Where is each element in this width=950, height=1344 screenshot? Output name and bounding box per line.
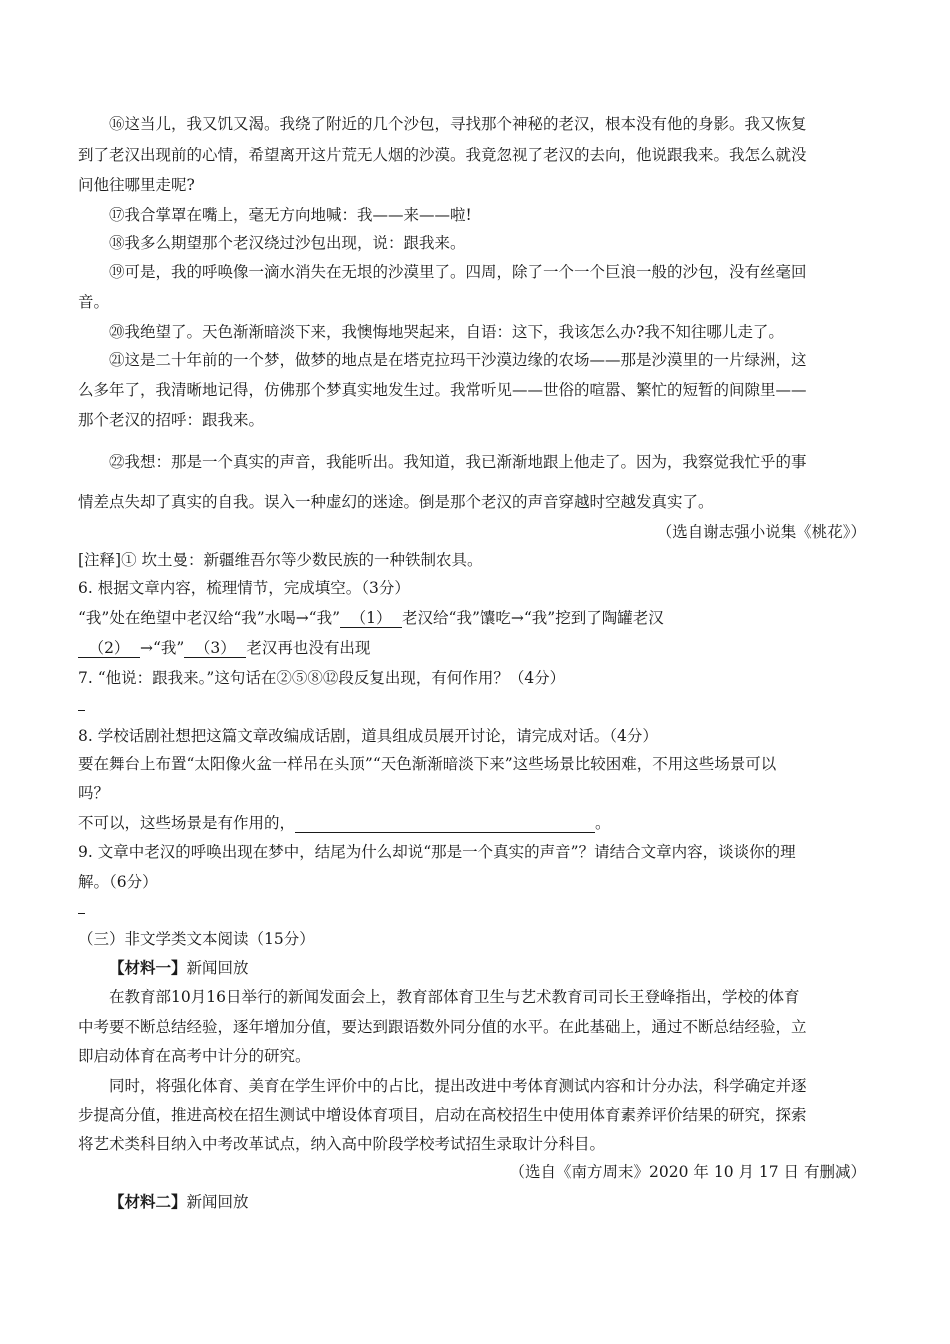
answer-suffix: 。: [595, 814, 611, 832]
paragraph-19-line: ⑲可是，我的呼唤像一滴水消失在无垠的沙漠里了。四周，除了一个一个巨浪一般的沙包，没有丝毫回: [109, 263, 807, 281]
question-9-line: 解。（6分）: [78, 873, 158, 891]
paragraph-16-line: 到了老汉出现前的心情，希望离开这片荒无人烟的沙漠。我竟忽视了老汉的去向，他说跟我来。我怎么就没: [78, 146, 807, 164]
paragraph-18: ⑱我多么期望那个老汉绕过沙包出现，说：跟我来。: [109, 234, 466, 252]
material-1-source: （选自《南方周末》2020 年 10 月 17 日 有删减）: [509, 1163, 866, 1181]
question-8-answer: [78, 813, 611, 833]
question-6-title: 6. 根据文章内容，梳理情节，完成填空。（3分）: [78, 579, 410, 597]
source-citation: （选自谢志强小说集《桃花》）: [656, 523, 866, 541]
material-1-line: 同时，将强化体育、美育在学生评价中的占比，提出改进中考体育测试内容和计分办法，科学确定并逐: [109, 1077, 807, 1095]
paragraph-16-line: 问他往哪里走呢?: [78, 176, 195, 194]
paragraph-20: ⑳我绝望了。天色渐渐暗淡下来，我懊悔地哭起来，自语：这下，我该怎么办?我不知往哪儿走了。: [109, 323, 784, 341]
paragraph-17: ⑰我合掌罩在嘴上，毫无方向地喊：我——来——啦!: [109, 206, 472, 224]
annotation-note: [注释]① 坎土曼：新疆维吾尔等少数民族的一种铁制农具。: [78, 551, 483, 569]
material-title: 新闻回放: [186, 1193, 249, 1211]
question-7: 7. “他说：跟我来。”这句话在②⑤⑧⑫段反复出现，有何作用？（4分）: [78, 669, 566, 687]
material-2-heading: [109, 1192, 249, 1212]
material-1-line: 步提高分值，推进高校在招生测试中增设体育项目，启动在高校招生中使用体育素养评价结果的研究，探索: [78, 1106, 807, 1124]
paragraph-21-line: 么多年了，我清晰地记得，仿佛那个梦真实地发生过。我常听见——世俗的喧嚣、繁忙的短暂的间隙里——: [78, 381, 807, 399]
answer-blank[interactable]: [295, 814, 595, 833]
paragraph-21-line: 那个老汉的招呼：跟我来。: [78, 411, 265, 429]
paragraph-21-line: ㉑这是二十年前的一个梦，做梦的地点是在塔克拉玛干沙漠边缘的农场——那是沙漠里的一片绿洲，这: [109, 351, 807, 369]
question-8-title: 8. 学校话剧社想把这篇文章改编成话剧，道具组成员展开讨论，请完成对话。（4分）: [78, 727, 658, 745]
paragraph-22-line: ㉒我想：那是一个真实的声音，我能听出。我知道，我已渐渐地跟上他走了。因为，我察觉我忙乎的事: [109, 453, 807, 471]
material-1-heading: [109, 958, 249, 978]
blank-3[interactable]: （3）: [184, 639, 246, 658]
question-6-text: “我”处在绝望中老汉给“我”水喝→“我”: [78, 609, 341, 627]
paragraph-22-line: 情差点失却了真实的自我。误入一种虚幻的迷途。倒是那个老汉的声音穿越时空越发真实了。: [78, 493, 714, 511]
material-title: 新闻回放: [186, 959, 249, 977]
question-6-line: [78, 638, 370, 658]
section-3-heading: （三）非文学类文本阅读（15分）: [78, 930, 315, 948]
question-9-line: 9. 文章中老汉的呼唤出现在梦中，结尾为什么却说“那是一个真实的声音”？请结合文章内容，谈谈你的理: [78, 843, 796, 861]
answer-line[interactable]: [78, 913, 85, 914]
question-6-text: 老汉再也没有出现: [246, 639, 371, 657]
paragraph-19-line: 音。: [78, 293, 110, 311]
question-6-line: [78, 608, 664, 628]
material-1-line: 将艺术类科目纳入中考改革试点，纳入高中阶段学校考试招生录取计分科目。: [78, 1135, 606, 1153]
question-6-text: 老汉给“我”馕吃→“我”挖到了陶罐老汉: [402, 609, 664, 627]
question-6-text: →“我”: [140, 639, 185, 657]
question-8-line: 要在舞台上布置“太阳像火盆一样吊在头顶”“天色渐渐暗淡下来”这些场景比较困难，不用这些场景可以: [78, 755, 777, 773]
material-1-line: 中考要不断总结经验，逐年增加分值，要达到跟语数外同分值的水平。在此基础上，通过不断总结经验，立: [78, 1018, 807, 1036]
answer-line[interactable]: [78, 710, 85, 711]
blank-2[interactable]: （2）: [78, 639, 140, 658]
material-tag: 【材料二】: [109, 1192, 187, 1211]
material-tag: 【材料一】: [109, 958, 187, 977]
question-8-line: 吗？: [78, 784, 110, 802]
answer-prefix: 不可以，这些场景是有作用的，: [78, 814, 296, 832]
blank-1[interactable]: （1）: [340, 609, 402, 628]
material-1-line: 即启动体育在高考中计分的研究。: [78, 1047, 311, 1065]
paragraph-16-line: ⑯这当儿，我又饥又渴。我绕了附近的几个沙包，寻找那个神秘的老汉，根本没有他的身影。我又恢复: [109, 115, 807, 133]
material-1-line: 在教育部10月16日举行的新闻发面会上，教育部体育卫生与艺术教育司司长王登峰指出，学校的体育: [109, 988, 800, 1006]
